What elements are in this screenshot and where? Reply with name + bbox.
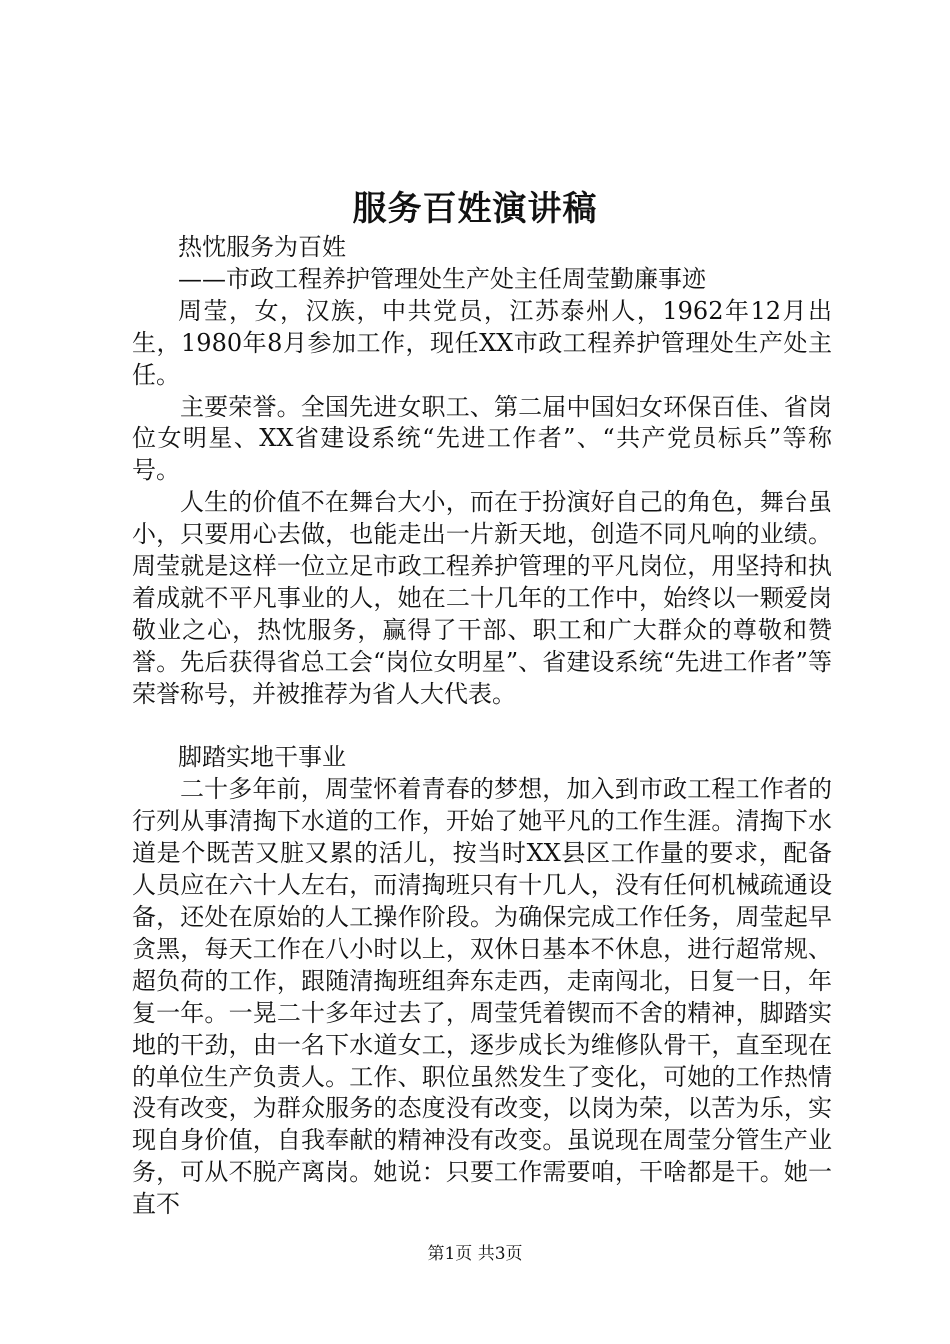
document-title: 服务百姓演讲稿: [352, 189, 598, 229]
section-heading-1: 热忱服务为百姓: [178, 233, 346, 261]
paragraph-3: 人生的价值不在舞台大小，而在于扮演好自己的角色，舞台虽小，只要用心去做，也能走出一片新天地，创造不同凡响的业绩。周莹就是这样一位立足市政工程养护管理的平凡岗位，用坚持和执着成就不平凡事业的人，她在二十几年的工作中，始终以一颗爱岗敬业之心，热忱服务，赢得了干部、职工和广大群众的尊敬和赞誉。先后获得省总工会“岗位女明星”、省建设系统“先进工作者”等荣誉称号，并被推荐为省人大代表。: [132, 488, 832, 708]
paragraph-2: 主要荣誉。全国先进女职工、第二届中国妇女环保百佳、省岗位女明星、XX省建设系统“先进工作者”、“共产党员标兵”等称号。: [132, 392, 832, 485]
paragraph-4: 二十多年前，周莹怀着青春的梦想，加入到市政工程工作者的行列从事清掏下水道的工作，开始了她平凡的工作生涯。清掏下水道是个既苦又脏又累的活儿，按当时XX县区工作量的要求，配备人员应在六十人左右，而清掏班只有十几人，没有任何机械疏通设备，还处在原始的人工操作阶段。为确保完成工作任务，周莹起早贪黑，每天工作在八小时以上，双休日基本不休息，进行超常规、超负荷的工作，跟随清掏班组奔东走西，走南闯北，日复一日，年复一年。一晃二十多年过去了，周莹凭着锲而不舍的精神，脚踏实地的干劲，由一名下水道女工，逐步成长为维修队骨干，直至现在的单位生产负责人。工作、职位虽然发生了变化，可她的工作热情没有改变，为群众服务的态度没有改变，以岗为荣，以苦为乐，实现自身价值，自我奉献的精神没有改变。虽说现在周莹分管生产业务，可从不脱产离岗。她说：只要工作需要咱，干啥都是干。她一直不: [132, 775, 832, 1219]
document-body: [132, 232, 832, 1221]
subheading: ——市政工程养护管理处生产处主任周莹勤廉事迹: [178, 264, 706, 293]
paragraph-1: 周莹，女，汉族，中共党员，江苏泰州人，1962年12月出生，1980年8月参加工作，现任XX市政工程养护管理处生产处主任。: [132, 296, 832, 389]
section-heading-2: 脚踏实地干事业: [178, 743, 346, 772]
blank-line: [132, 711, 832, 743]
page-footer: 第1页 共3页: [427, 1244, 523, 1264]
